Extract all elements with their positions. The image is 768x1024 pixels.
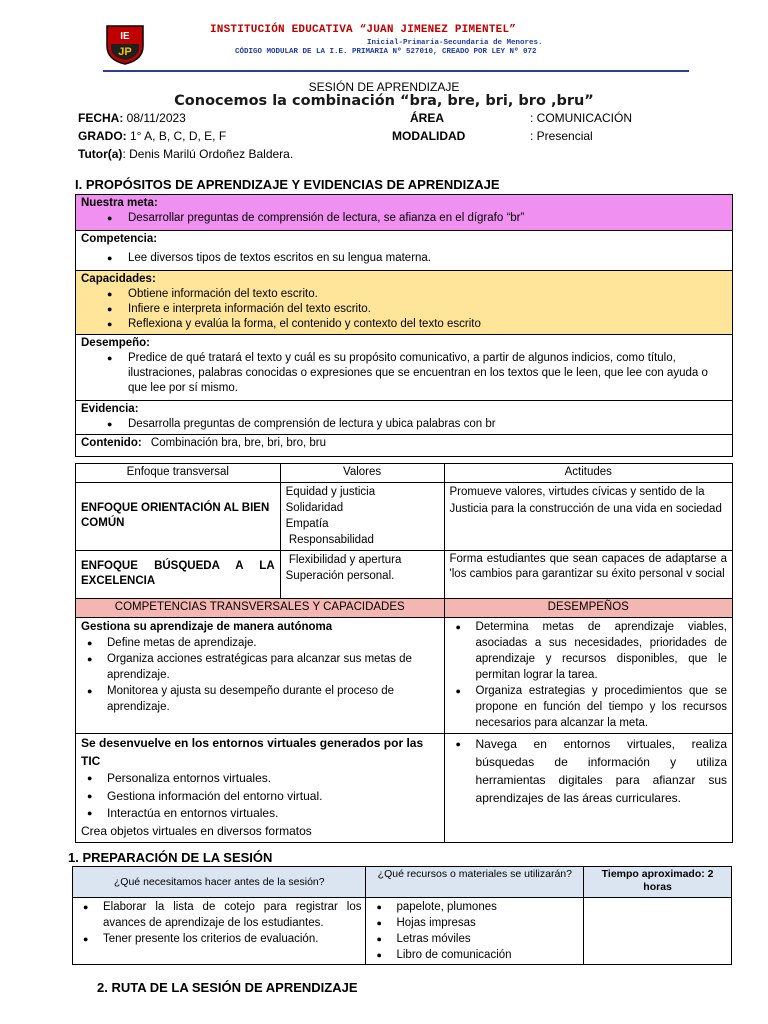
session-title: Conocemos la combinación “bra, bre, bri, bro ,bru” bbox=[174, 93, 594, 109]
desempeno-item: ● Navega en entornos virtuales, realiza búsquedas de información y utiliza herramientas digitales para afianzar sus aprendizajes de las áreas curriculares. bbox=[450, 735, 727, 807]
gestiona-item: ● Define metas de aprendizaje. bbox=[81, 635, 439, 651]
evidencia-item: ● Desarrolla preguntas de comprensión de lectura y ubica palabras con br bbox=[81, 417, 727, 432]
recursos-cell bbox=[366, 898, 584, 965]
competencia-cell bbox=[76, 231, 733, 271]
tic-item: ● Interactúa en entornos virtuales. bbox=[81, 805, 439, 823]
antes-item: ● Tener presente los criterios de evaluación. bbox=[77, 931, 361, 947]
valores-header: Valores bbox=[280, 464, 444, 483]
tic-desempenos bbox=[444, 734, 732, 843]
session-label: SESIÓN DE APRENDIZAJE bbox=[308, 80, 460, 94]
gestiona-item: ● Organiza acciones estratégicas para alcanzar sus metas de aprendizaje. bbox=[81, 651, 439, 683]
valores-list bbox=[280, 551, 444, 599]
competencias-transversales-header: COMPETENCIAS TRANSVERSALES Y CAPACIDADES bbox=[76, 599, 445, 618]
institution-code: CÓDIGO MODULAR DE LA I.E. PRIMARIA Nº 527010, CREADO POR LEY Nº 072 bbox=[235, 48, 537, 56]
tic-item: ● Personaliza entornos virtuales. bbox=[81, 770, 439, 788]
svg-text:JP: JP bbox=[118, 46, 132, 58]
gestiona-desempenos bbox=[444, 618, 732, 734]
recurso-item: ● papelote, plumones bbox=[370, 899, 579, 915]
desempenos-header: DESEMPEÑOS bbox=[444, 599, 732, 618]
antes-header: ¿Qué necesitamos hacer antes de la sesión? bbox=[73, 867, 366, 898]
actitudes-header: Actitudes bbox=[444, 464, 732, 483]
capacidades-label: Capacidades: bbox=[81, 273, 156, 285]
modalidad-label: MODALIDAD bbox=[392, 129, 466, 143]
institution-name: INSTITUCIÓN EDUCATIVA “JUAN JIMENEZ PIMENTEL” bbox=[210, 24, 517, 36]
section-propositos-heading: I. PROPÓSITOS DE APRENDIZAJE Y EVIDENCIAS DE APRENDIZAJE bbox=[75, 177, 500, 192]
recurso-item: ● Libro de comunicación bbox=[370, 947, 579, 963]
competencia-label: Competencia: bbox=[81, 233, 158, 245]
tiempo-header: Tiempo aproximado: 2 horas bbox=[584, 867, 732, 898]
actitudes-text: Forma estudiantes que sean capaces de adaptarse a 'los cambios para garantizar su éxito personal v social bbox=[444, 551, 732, 599]
recurso-item: ● Hojas impresas bbox=[370, 915, 579, 931]
tutor-row bbox=[78, 147, 293, 161]
svg-text:IE: IE bbox=[120, 31, 130, 42]
grado-row bbox=[78, 129, 226, 143]
tic-item: ● Gestiona información del entorno virtual. bbox=[81, 788, 439, 806]
valor-item: Empatía bbox=[285, 518, 329, 530]
desempeno-item: ● Determina metas de aprendizaje viables, asociadas a sus necesidades, prioridades de aprendizaje y recursos disponibles, que le permitan lograr la tarea. bbox=[450, 619, 727, 683]
tutor-value: : Denis Marilú Ordoñez Baldera. bbox=[122, 147, 294, 161]
antes-cell bbox=[73, 898, 366, 965]
contenido-label: Contenido: bbox=[81, 437, 142, 449]
gestiona-item: ● Monitorea y ajusta su desempeño durante el proceso de aprendizaje. bbox=[81, 683, 439, 715]
tic-cell bbox=[76, 734, 445, 843]
modalidad-value: : Presencial bbox=[530, 129, 593, 143]
section-ruta-heading: 2. RUTA DE LA SESIÓN DE APRENDIZAJE bbox=[97, 980, 358, 995]
valor-item: Solidaridad bbox=[285, 502, 344, 514]
capacidades-cell bbox=[76, 271, 733, 335]
institution-levels: Inicial-Primaria-Secundaria de Menores. bbox=[367, 39, 543, 47]
valor-item: Responsabilidad bbox=[285, 534, 374, 546]
section-preparacion-heading: 1. PREPARACIÓN DE LA SESIÓN bbox=[68, 850, 273, 865]
fecha-row bbox=[78, 111, 186, 125]
antes-item: ● Elaborar la lista de cotejo para registrar los avances de aprendizaje de los estudiantes. bbox=[77, 899, 361, 931]
capacidad-item: ● Obtiene información del texto escrito. bbox=[81, 287, 727, 302]
enfoque-header: Enfoque transversal bbox=[76, 464, 281, 483]
gestiona-title: Gestiona su aprendizaje de manera autónoma bbox=[81, 621, 333, 633]
desempeno-label: Desempeño: bbox=[81, 337, 151, 349]
recursos-header: ¿Qué recursos o materiales se utilizarán? bbox=[366, 867, 584, 898]
area-label: ÁREA bbox=[410, 111, 445, 125]
tic-extra: Crea objetos virtuales en diversos formatos bbox=[81, 823, 312, 838]
meta-label: Nuestra meta: bbox=[81, 197, 158, 209]
grado-label: GRADO: bbox=[78, 129, 130, 143]
area-value: : COMUNICACIÓN bbox=[530, 111, 632, 125]
contenido-value: Combinación bra, bre, bri, bro, bru bbox=[150, 437, 327, 449]
actitudes-text: Promueve valores, virtudes cívicas y sentido de la Justicia para la construcción de una vida en sociedad bbox=[444, 483, 732, 551]
preparacion-table bbox=[72, 866, 732, 965]
contenido-cell bbox=[76, 435, 733, 457]
desempeno-item: ● Organiza estrategias y procedimientos que se propone en función del tiempo y los recursos necesarios para alcanzar la meta. bbox=[450, 683, 727, 731]
valor-item: Equidad y justicia bbox=[285, 486, 376, 498]
valores-list bbox=[280, 483, 444, 551]
meta-cell bbox=[76, 195, 733, 231]
grado-value: 1° A, B, C, D, E, F bbox=[130, 129, 227, 143]
meta-item: ● Desarrollar preguntas de comprensión de lectura, se afianza en el dígrafo “br” bbox=[81, 211, 727, 226]
propositos-table bbox=[75, 194, 733, 843]
competencia-item: ● Lee diversos tipos de textos escritos en su lengua materna. bbox=[81, 251, 727, 266]
enfoque-name: ENFOQUE BÚSQUEDA A LA EXCELENCIA bbox=[76, 551, 281, 599]
fecha-label: FECHA: bbox=[78, 111, 127, 125]
capacidad-item: ● Reflexiona y evalúa la forma, el contenido y contexto del texto escrito bbox=[81, 317, 727, 332]
fecha-value: 08/11/2023 bbox=[126, 111, 186, 125]
tic-title: Se desenvuelve en los entornos virtuales generados por las TIC bbox=[81, 736, 424, 768]
tutor-label: Tutor(a) bbox=[78, 147, 123, 161]
evidencia-cell bbox=[76, 401, 733, 435]
valor-item: Flexibilidad y apertura bbox=[285, 554, 402, 566]
header-divider bbox=[103, 70, 689, 72]
desempeno-cell bbox=[76, 335, 733, 401]
evidencia-label: Evidencia: bbox=[81, 403, 139, 415]
tiempo-cell bbox=[584, 898, 732, 965]
gestiona-cell bbox=[76, 618, 445, 734]
desempeno-item: ● Predice de qué tratará el texto y cuál es su propósito comunicativo, a partir de algunos indicios, como título, ilustraciones, palabras conocidas o expresiones que se encuentran en los textos que le leen, que lee con ayuda o que lee por sí mismo. bbox=[81, 351, 727, 396]
school-logo bbox=[103, 22, 147, 66]
recurso-item: ● Letras móviles bbox=[370, 931, 579, 947]
enfoque-name: ENFOQUE ORIENTACIÓN AL BIEN COMÚN bbox=[76, 483, 281, 551]
capacidad-item: ● Infiere e interpreta información del texto escrito. bbox=[81, 302, 727, 317]
valor-item: Superación personal. bbox=[285, 570, 395, 582]
